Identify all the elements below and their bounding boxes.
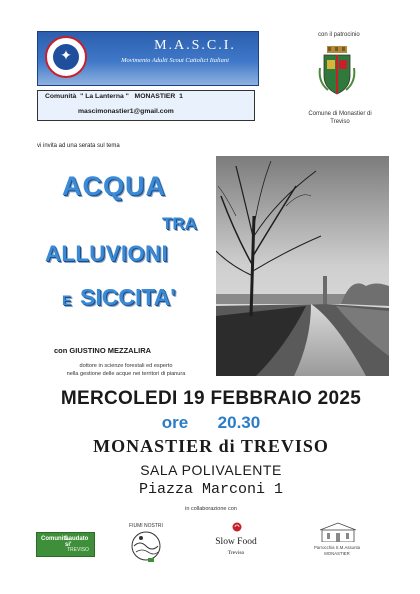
event-date: MERCOLEDI 19 FEBBRAIO 2025 (60, 388, 362, 409)
event-place: MONASTIER di TREVISO (93, 436, 329, 456)
laudato-line-3: TREVISO (67, 547, 89, 553)
parish-name: Parrocchia S.M.Assunta MONASTIER (313, 545, 361, 556)
masci-logo-icon: ✦ (45, 36, 87, 78)
event-hall: SALA POLIVALENTE (140, 462, 282, 478)
title-siccita: SICCITA' (80, 284, 176, 310)
community-name: Comunità " La Lanterna " MONASTIER 1 (45, 93, 183, 100)
partner-fiumi-nostri-logo (122, 520, 170, 564)
title-acqua: ACQUA (62, 171, 166, 201)
laudato-line-1: Comunità (41, 536, 69, 542)
partner-laudato-si-logo (36, 532, 95, 557)
org-title: M.A.S.C.I. (154, 38, 236, 53)
comune-crest-icon (318, 46, 356, 96)
speaker-description (40, 362, 212, 378)
slow-food-snail-icon (232, 522, 242, 532)
speaker-name: con GIUSTINO MEZZALIRA (54, 346, 152, 355)
river-photo (216, 156, 389, 376)
speaker-desc-line-2: nella gestione delle acque nei territori di pianura (66, 371, 186, 377)
event-address: Piazza Marconi 1 (138, 481, 284, 498)
title-alluvioni: ALLUVIONI (45, 241, 169, 266)
slow-food-sub: Treviso (227, 550, 245, 556)
slow-food-name: Slow Food (215, 537, 257, 547)
collaboration-label: in collaborazione con (185, 506, 237, 512)
intro-text: vi invita ad una serata sul tema (37, 143, 120, 149)
event-time: ore 20.30 (161, 413, 261, 432)
parish-church-icon (318, 522, 358, 542)
laudato-line-2: Laudato si' (65, 536, 89, 548)
title-e: E (62, 292, 72, 308)
org-subtitle: Movimento Adulti Scout Cattolici Italiani (121, 57, 229, 64)
community-email: mascimonastier1@gmail.com (78, 108, 174, 115)
speaker-desc-line-1: dottore in scienze forestali ed esperto (79, 363, 173, 369)
title-tra: TRA (162, 214, 197, 233)
patronage-label: con il patrocinio (318, 32, 360, 38)
patronage-entity: Comune di Monastier di Treviso (308, 111, 372, 125)
fiumi-text: FIUMI NOSTRI (129, 523, 163, 529)
